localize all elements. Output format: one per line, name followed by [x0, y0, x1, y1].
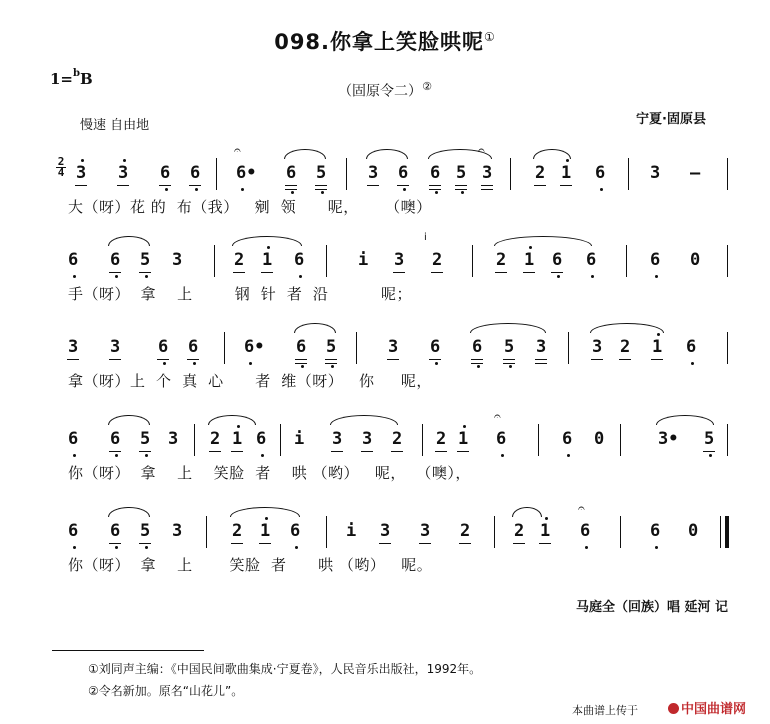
upload-note: 本曲谱上传于: [572, 704, 638, 717]
notation-row-1: 2 4 3 3 6 6 𝄐 6• 6 5 3 6 6 5 𝄐 3 2 1 6 3 —: [0, 163, 770, 213]
lyric-line-3: 拿（呀）上 个 真 心 者 维（呀） 你 呢，: [68, 372, 432, 390]
footnote-2: ②令名新加。原名“山花儿”。: [88, 684, 244, 698]
lyric-line-1: 大（呀）花 的 布（我） 剜 领 呢， （噢）: [68, 198, 432, 216]
lyric-line-5: 你（呀） 拿 上 笑脸 者 哄 （哟） 呢。: [68, 556, 433, 574]
subtitle-footnote-marker: ②: [422, 80, 432, 93]
flat-sign: b: [73, 68, 81, 79]
footnote-1: ①刘同声主编：《中国民间歌曲集成·宁夏卷》，人民音乐出版社，1992年。: [88, 662, 482, 676]
song-title: 098.你拿上笑脸哄呢①: [274, 30, 496, 54]
notation-row-4: 6 6 5 3 2 1 6 i 3 3 2 2 1 𝄐 6 6 0 3• 5: [0, 429, 770, 479]
tempo-marking: 慢速 自由地: [80, 118, 150, 133]
logo-icon: [668, 703, 679, 714]
title-footnote-marker: ①: [484, 30, 496, 44]
time-signature: 2 4: [57, 155, 65, 179]
key-signature: 1=$^b$B: [50, 68, 93, 88]
footnote-divider: [52, 650, 204, 651]
lyric-line-4: 你（呀） 拿 上 笑脸 者 哄 （哟） 呢， （噢），: [68, 464, 471, 482]
song-subtitle: （固原令二）②: [338, 80, 432, 100]
notation-row-2: 6 6 5 3 2 1 6 i 3 2 ⅰ 2 1 6 6 6 0: [0, 250, 770, 300]
site-logo[interactable]: 中国曲谱网: [668, 698, 746, 717]
notation-row-3: 3 3 6 6 6• 6 5 3 6 6 5 3 3 2 1 6: [0, 337, 770, 387]
performer-credit: 马庭全（回族）唱 延河 记: [575, 600, 728, 615]
lyric-line-2: 手（呀） 拿 上 钢 针 者 沿 呢；: [68, 285, 413, 303]
notation-row-5: 6 6 5 3 2 1 6 i 3 3 2 2 1 𝄐 6 6 0: [0, 521, 770, 571]
region-label: 宁夏·固原县: [636, 112, 706, 127]
